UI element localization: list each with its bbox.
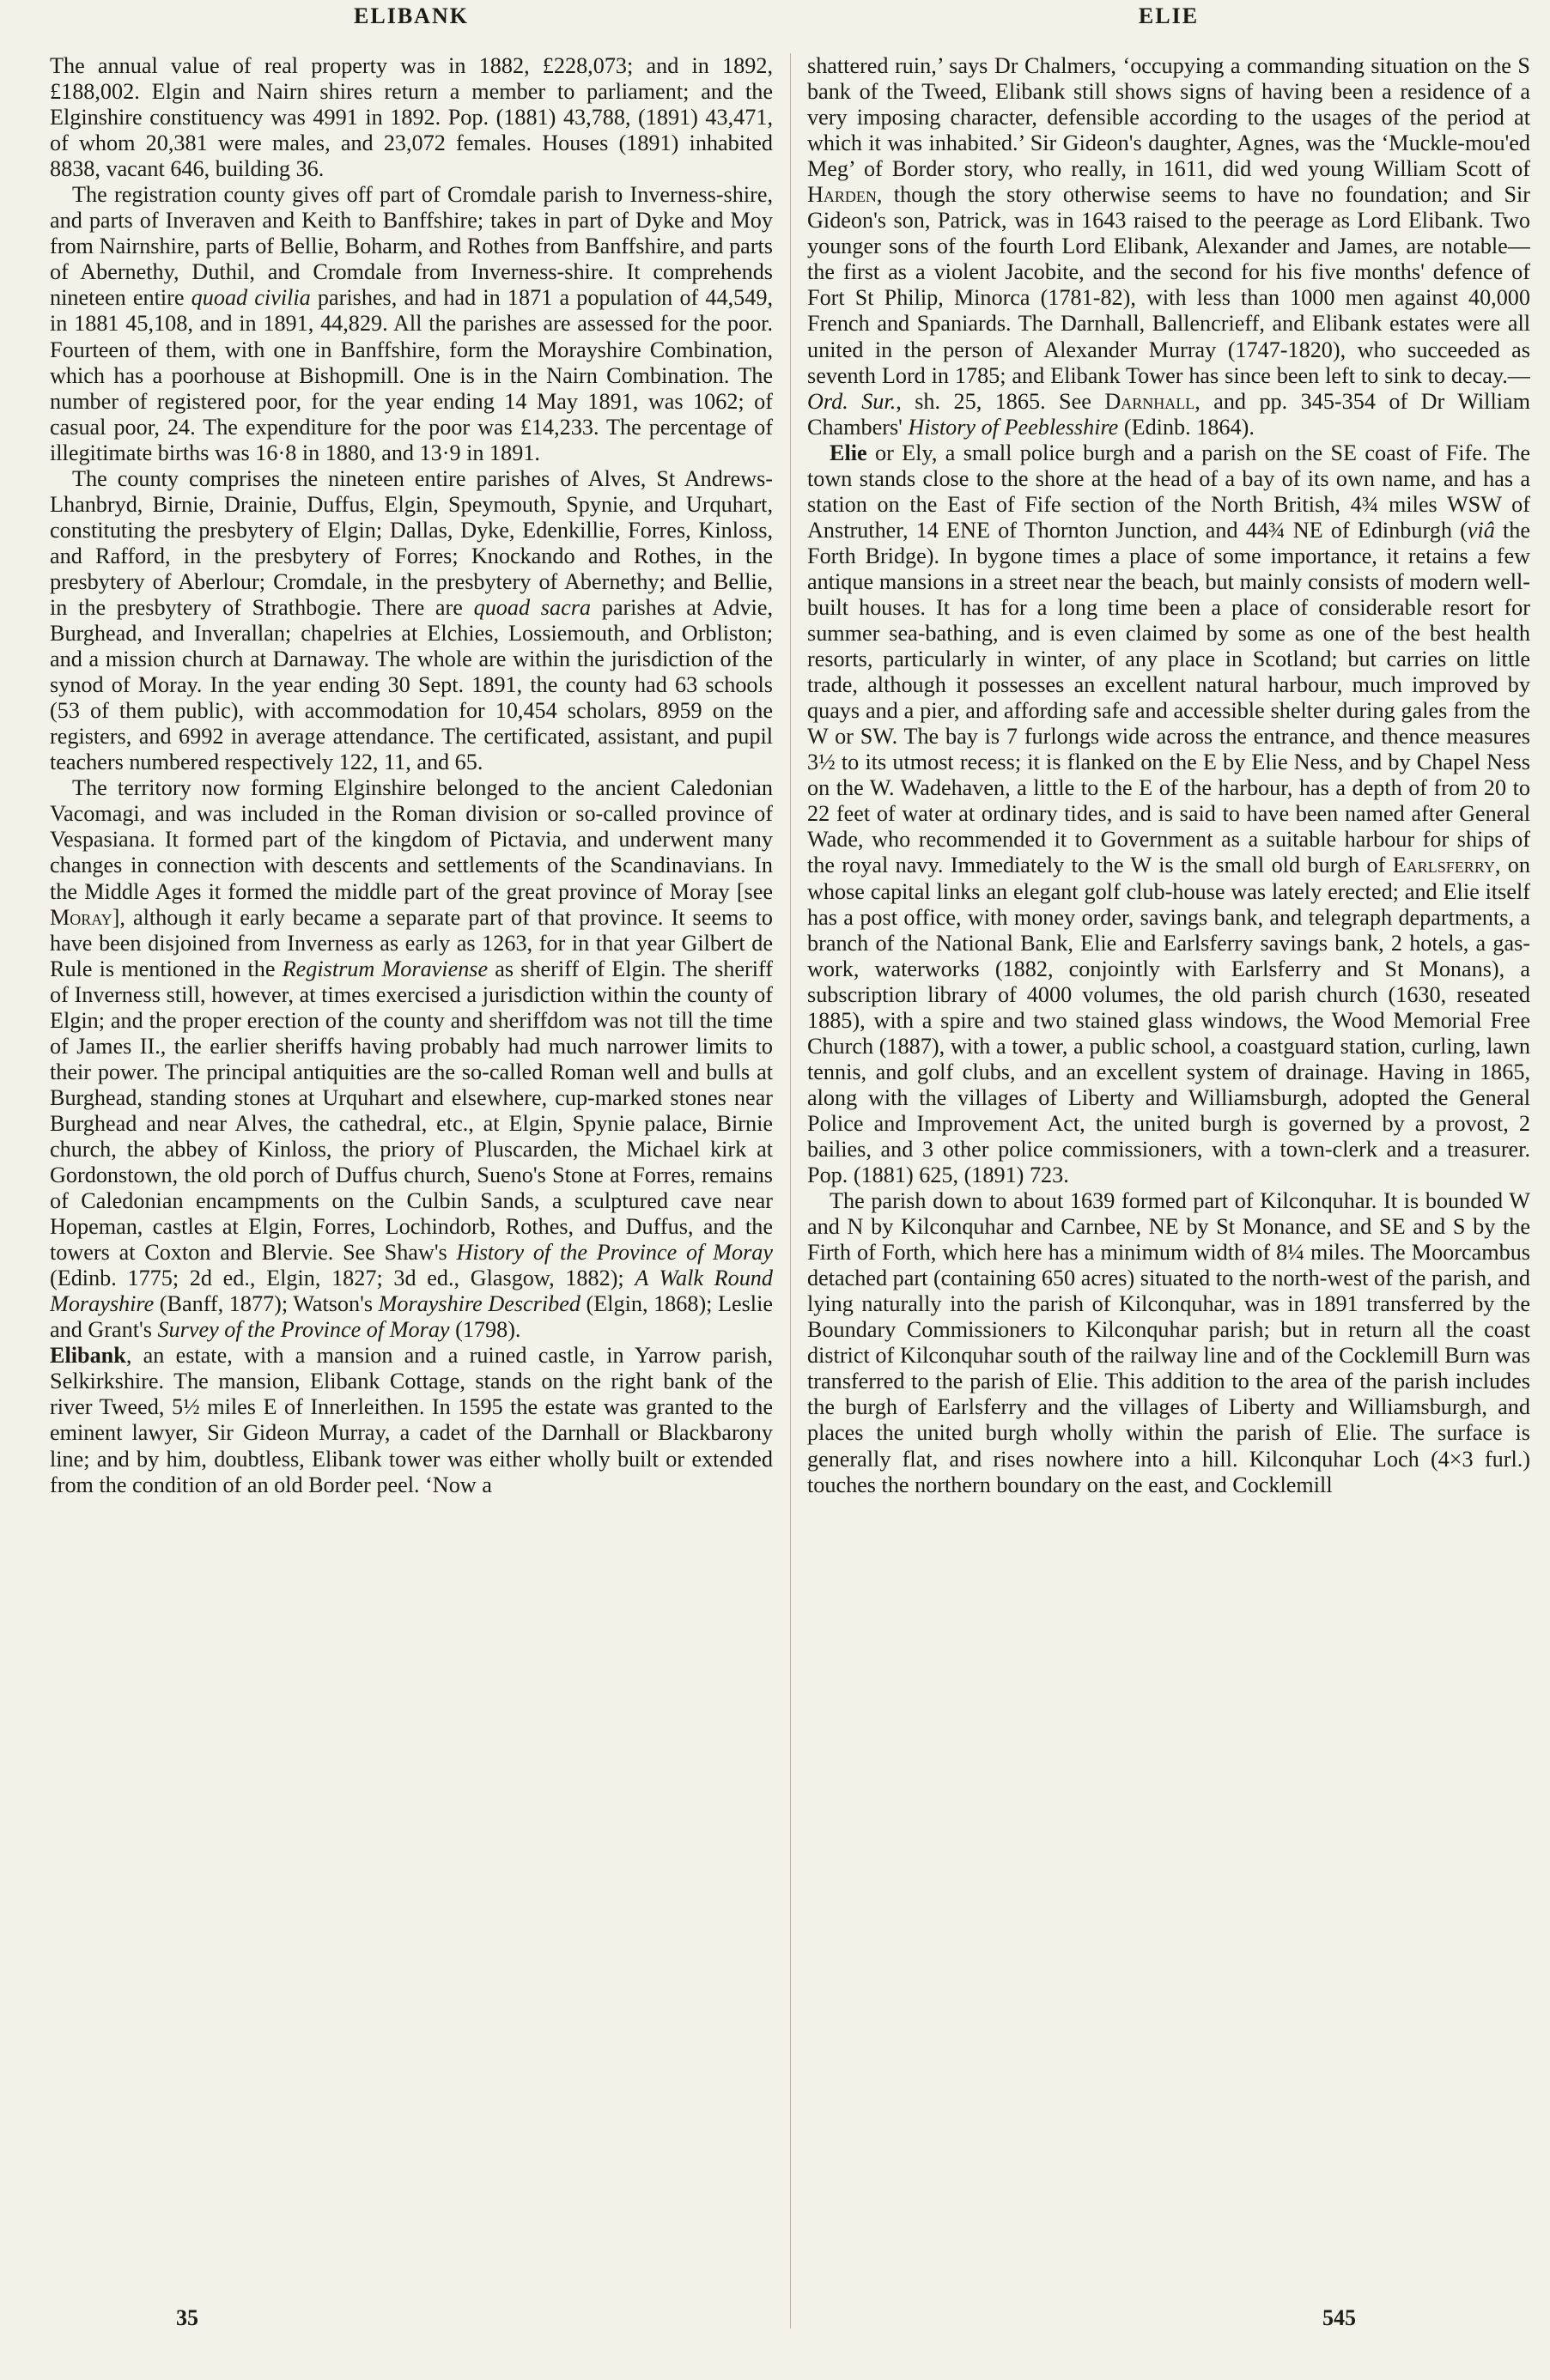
text-run: , sh. 25, 1865. See: [896, 388, 1105, 414]
entry-elibank: [50, 1343, 773, 1497]
italic-run: Survey of the Province of Moray: [157, 1317, 450, 1343]
text-run: , an estate, with a mansion and a ruined castle, in Yarrow parish, Selkirkshire. The mansion, Elibank Cottage, stands on the right bank of the river Tweed, 5½ miles E of Innerleithen. In 1595 the estate was granted to the eminent lawyer, Sir Gideon Murray, a cadet of the Darnhall or Blackbarony line; and by him, doubtless, Elibank tower was either wholly built or extended from the condition of an old Border peel. ‘Now a: [50, 1343, 773, 1497]
text-run: , though the story otherwise seems to have no foundation; and Sir Gideon's son, Patrick, was in 1643 raised to the peerage as Lord Elibank. Two younger sons of the fourth Lord Elibank, Alexander and James, are notable—the first as a violent Jacobite, and the second for his five months' defence of Fort St Philip, Minorca (1781-82), with less than 1000 men against 40,000 French and Spaniards. The Darnhall, Ballencrieff, and Elibank estates were all united in the person of Alexander Murray (1747-1820), who succeeded as seventh Lord in 1785; and Elibank Tower has since been left to sink to decay.—: [807, 182, 1530, 388]
running-head-right: ELIE: [1138, 3, 1200, 28]
text-run: or Ely, a small police burgh and a parish on the SE coast of Fife. The town stands close to the shore at the head of a bay of its own name, and has a station on the East of Fife section of the North British, 4¾ miles WSW of Anstruther, 14 ENE of Thornton Junction, and 44¾ NE of Edinburgh (: [807, 440, 1530, 543]
italic-run: Morayshire Described: [378, 1291, 580, 1317]
cross-reference: Darnhall: [1104, 388, 1195, 414]
paragraph-elie-parish: The parish down to about 1639 formed part of Kilconquhar. It is bounded W and N by Kilconquhar and Carnbee, NE by St Monance, and SE and S by the Firth of Forth, which here has a minimum width of 8¼ miles. The Moorcambus detached part (containing 650 acres) situated to the north-west of the parish, and lying naturally into the parish of Kilconquhar, was in 1891 transferred by the Boundary Commissioners to Kilconquhar parish; but in return all the coast district of Kilconquhar south of the railway line and of the Cocklemill Burn was transferred to the parish of Elie. This addition to the area of the parish includes the burgh of Earlsferry and the villages of Liberty and Williamsburgh, and places the united burgh wholly within the parish of Elie. The surface is generally flat, and rises nowhere into a hill. Kilconquhar Loch (4×3 furl.) touches the northern boundary on the east, and Cocklemill: [807, 1188, 1530, 1497]
signature-mark: 35: [176, 2305, 198, 2330]
headword: Elibank: [50, 1343, 126, 1369]
right-column: [807, 53, 1530, 2320]
text-run: (Banff, 1877); Watson's: [154, 1291, 379, 1317]
text-run: shattered ruin,’ says Dr Chalmers, ‘occupying a commanding situation on the S bank of the Tweed, Elibank still shows signs of having been a residence of a very imposing character, defensible according to the usages of the period at which it was inhabited.’ Sir Gideon's daughter, Agnes, was the ‘Muckle-mou'ed Meg’ of Border story, who really, in 1611, did wed young William Scott of: [807, 53, 1530, 182]
text-run: (Edinb. 1864).: [1118, 414, 1255, 440]
text-run: , and pp. 345-354 of Dr William Chambers': [807, 388, 1530, 440]
italic-run: quoad sacra: [473, 594, 591, 620]
text-run: as sheriff of Elgin. The sheriff of Inverness still, however, at times exercised a jurisdiction within the county of Elgin; and the proper erection of the county and sheriffdom was not till the time of James II., the earlier sheriffs having probably had much narrower limits to their power. The principal antiquities are the so-called Roman well and bulls at Burghead, standing stones at Urquhart and elsewhere, cup-marked stones near Burghead and near Alves, the cathedral, etc., at Elgin, Spynie palace, Birnie church, the abbey of Kinloss, the priory of Pluscarden, the Michael kirk at Gordonstown, the old porch of Duffus church, Sueno's Stone at Forres, remains of Caledonian encampments on the Culbin Sands, a sculptured cave near Hopeman, castles at Elgin, Forres, Lochindorb, Rothes, and Duffus, and the towers at Coxton and Blervie. See Shaw's: [50, 956, 773, 1266]
text-run: The territory now forming Elginshire belonged to the ancient Caledonian Vacomagi, and was included in the Roman division or so-called province of Vespasiana. It formed part of the kingdom of Pictavia, and underwent many changes in connection with descents and settlements of the Scandinavians. In the Middle Ages it formed the middle part of the great province of Moray [see: [50, 775, 773, 904]
left-column: [50, 53, 773, 2320]
paragraph-county-parishes: [50, 466, 773, 776]
text-run: the Forth Bridge). In bygone times a place of some importance, it retains a few antique mansions in a street near the beach, but mainly consists of modern well-built houses. It has for a long time been a place of considerable resort for summer sea-bathing, and is even claimed by some as one of the best health resorts, particularly in winter, of any place in Scotland; but carries on little trade, although it possesses an excellent natural harbour, much improved by quays and a pier, and affording safe and accessible shelter during gales from the W or SW. The bay is 7 furlongs wide across the entrance, and thence measures 3½ to its utmost recess; it is flanked on the E by Elie Ness, and by Chapel Ness on the W. Wadehaven, a little to the E of the harbour, has a depth of from 20 to 22 feet of water at ordinary tides, and is said to have been named after General Wade, who recommended it to Government as a suitable harbour for ships of the royal navy. Immediately to the W is the small old burgh of: [807, 517, 1530, 878]
text-run: parishes at Advie, Burghead, and Inverallan; chapelries at Elchies, Lossiemouth, and Orbliston; and a mission church at Darnaway. The whole are within the jurisdiction of the synod of Moray. In the year ending 30 Sept. 1891, the county had 63 schools (53 of them public), with accommodation for 10,454 scholars, 8959 on the registers, and 6992 in average attendance. The certificated, assistant, and pupil teachers numbered respectively 122, 11, and 65.: [50, 594, 773, 775]
text-run: The county comprises the nineteen entire parishes of Alves, St Andrews-Lhanbryd, Birnie, Drainie, Duffus, Elgin, Speymouth, Spynie, and Urquhart, constituting the presbytery of Elgin; Dallas, Dyke, Edenkillie, Forres, Kinloss, and Rafford, in the presbytery of Forres; Knockando and Rothes, in the presbytery of Aberlour; Cromdale, in the presbytery of Abernethy; and Bellie, in the presbytery of Strathbogie. There are: [50, 465, 773, 620]
running-head-left: ELIBANK: [354, 3, 469, 28]
italic-run: viâ: [1467, 517, 1495, 543]
paragraph-annual-value: The annual value of real property was in 1882, £228,073; and in 1892, £188,002. Elgin and Nairn shires return a member to parliament; and the Elginshire constituency was 4991 in 1892. Pop. (1881) 43,788, (1891) 43,471, of whom 20,381 were males, and 23,072 females. Houses (1891) inhabited 8838, vacant 646, building 36.: [50, 53, 773, 182]
text-run: parishes, and had in 1871 a population of 44,549, in 1881 45,108, and in 1891, 44,829. All the parishes are assessed for the poor. Fourteen of them, with one in Banffshire, form the Morayshire Combination, which has a poorhouse at Bishopmill. One is in the Nairn Combination. The number of registered poor, for the year ending 14 May 1891, was 1062; of casual poor, 24. The expenditure for the poor was £14,233. The percentage of illegitimate births was 16·8 in 1880, and 13·9 in 1891.: [50, 285, 773, 465]
italic-run: A Walk Round Morayshire: [50, 1266, 773, 1317]
italic-run: quoad civilia: [191, 285, 311, 311]
cross-reference: Earlsferry: [1392, 853, 1495, 878]
text-run: (Edinb. 1775; 2d ed., Elgin, 1827; 3d ed., Glasgow, 1882);: [50, 1266, 635, 1291]
paragraph-territory-history: [50, 775, 773, 1343]
entry-elie: [807, 440, 1530, 1188]
italic-run: History of Peeblesshire: [908, 414, 1119, 440]
page-number: 545: [1322, 2305, 1356, 2330]
column-divider: [790, 53, 791, 2328]
paragraph-registration-county: [50, 182, 773, 466]
text-run: , on whose capital links an elegant golf club-house was lately erected; and Elie itself has a post office, with money order, savings bank, and telegraph departments, a branch of the National Bank, Elie and Earlsferry savings bank, 2 hotels, a gas-work, waterworks (1882, conjointly with Earlsferry and St Monans), a subscription library of 4000 volumes, the old parish church (1630, reseated 1885), with a spire and two stained glass windows, the Wood Memorial Free Church (1887), with a tower, a public school, a coastguard station, curling, lawn tennis, and golf clubs, and an excellent system of drainage. Having in 1865, along with the villages of Liberty and Williamsburgh, adopted the General Police and Improvement Act, the united burgh is governed by a provost, 2 bailies, and 3 other police commissioners, with a town-clerk and a treasurer. Pop. (1881) 625, (1891) 723.: [807, 853, 1530, 1188]
italic-run: Ord. Sur.: [807, 388, 897, 414]
text-run: The registration county gives off part of Cromdale parish to Inverness-shire, and parts of Inveraven and Keith to Banffshire; takes in part of Dyke and Moy from Nairnshire, parts of Bellie, Boharm, and Rothes from Banffshire, and parts of Abernethy, Duthil, and Cromdale from Inverness-shire. It comprehends nineteen entire: [50, 182, 773, 311]
italic-run: Registrum Moraviense: [282, 956, 489, 981]
cross-reference: Moray: [50, 904, 112, 930]
cross-reference: Harden: [807, 182, 877, 208]
headword: Elie: [830, 440, 867, 465]
text-run: ], although it early became a separate part of that province. It seems to have been disjoined from Inverness as early as 1263, for in that year Gilbert de Rule is mentioned in the: [50, 904, 773, 981]
text-run: (Elgin, 1868); Leslie and Grant's: [50, 1291, 773, 1343]
italic-run: History of the Province of Moray: [456, 1240, 773, 1266]
paragraph-elibank-continued: [807, 53, 1530, 440]
text-run: (1798).: [449, 1317, 521, 1343]
